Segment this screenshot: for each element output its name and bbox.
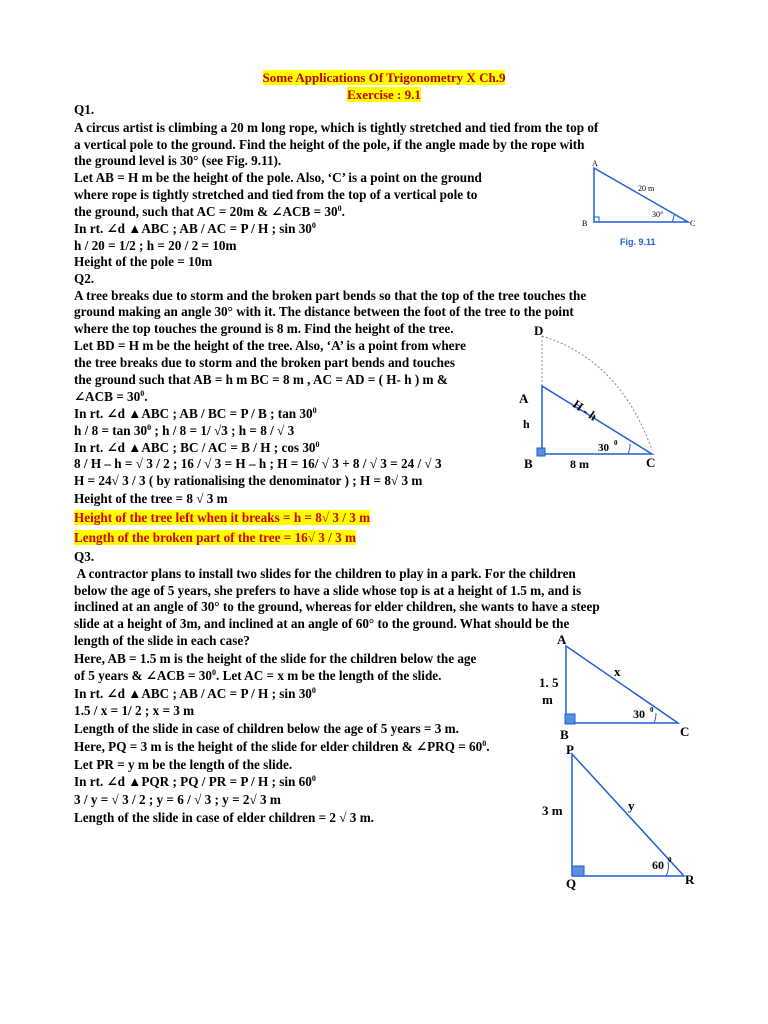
label-x: x [614, 664, 621, 679]
slide-triangle-abc [566, 646, 678, 723]
q2-solution-line: the tree breaks due to storm and the broken part bends and touches [74, 355, 456, 370]
q3-solution-line: 3 / y = √ 3 / 2 ; y = 6 / √ 3 ; y = 2√ 3 m [74, 792, 281, 807]
q3-solution-line: Here, AB = 1.5 m is the height of the slide for the children below the age [74, 651, 477, 666]
q3-question-line: A contractor plans to install two slides for the children to play in a park. For the children [74, 566, 576, 581]
q2-highlight-answer: Length of the broken part of the tree = 16√ 3 / 3 m [74, 530, 357, 545]
label-r: R [685, 872, 695, 887]
q3-figure-2 [530, 740, 710, 895]
q2-highlight-answer: Height of the tree left when it breaks = h = 8√ 3 / 3 m [74, 510, 371, 525]
q2-heading: Q2. [74, 271, 95, 286]
label-b: B [560, 727, 569, 742]
q2-solution-line: 8 / H – h = √ 3 / 2 ; 16 / √ 3 = H – h ; H = 16/ √ 3 + 8 / √ 3 = 24 / √ 3 [74, 456, 442, 471]
q3-solution-line: Let PR = y m be the length of the slide. [74, 757, 293, 772]
label-h: h [523, 417, 530, 431]
q1-figure [580, 158, 700, 253]
document-title: Some Applications Of Trigonometry X Ch.9 [262, 70, 506, 85]
label-c: C [690, 219, 696, 228]
q1-solution-line: h / 20 = 1/2 ; h = 20 / 2 = 10m [74, 238, 237, 253]
label-p: P [566, 742, 574, 757]
figure-caption: Fig. 9.11 [620, 237, 656, 247]
q3-heading: Q3. [74, 549, 95, 564]
q1-solution-line: Let AB = H m be the height of the pole. Also, ‘C’ is a point on the ground [74, 170, 482, 185]
q2-solution-line: Let BD = H m be the height of the tree. Also, ‘A’ is a point from where [74, 338, 466, 353]
angle-arc [672, 215, 674, 222]
q3-solution-line: Here, PQ = 3 m is the height of the slide for elder children & ∠PRQ = $60^0$. [74, 739, 490, 754]
q3-question-line: slide at a height of 3m, and inclined at an angle of 60° to the ground. What should be the [74, 616, 570, 631]
q2-solution-line: $h / 8 = \tan 30^0$ ; h / 8 = 1/ √3 ; h = 8 / √ 3 [74, 423, 295, 438]
label-d: D [534, 323, 544, 338]
q1-triangle [594, 168, 688, 222]
q3-solution-line: of 5 years & ∠ACB = $30^0$. Let AC = x m be the length of the slide. [74, 668, 442, 683]
angle-degree: 0 [614, 439, 618, 447]
base-label: 8 m [570, 457, 589, 471]
angle-label: 30 [598, 442, 609, 454]
q2-solution-line: H = 24√ 3 / 3 ( by rationalising the denominator ) ; H = 8√ 3 m [74, 473, 423, 488]
right-angle-mark [537, 448, 545, 456]
q3-figure-1 [530, 628, 700, 743]
q3-solution-line: 1.5 / x = 1/ 2 ; x = 3 m [74, 703, 195, 718]
height-label: 3 m [542, 803, 563, 818]
height-unit: m [542, 692, 553, 707]
angle-degree: 0 [650, 706, 654, 714]
broken-part-arc [542, 336, 652, 450]
q1-question-line: the ground level is 30° (see Fig. 9.11). [74, 153, 282, 168]
angle-label: 30° [652, 210, 664, 219]
q2-solution-line: In rt. ∠d ▲ABC ; BC / AC = B / H ; $\cos 30^0$ [74, 440, 320, 455]
q1-answer: Height of the pole = 10m [74, 254, 213, 269]
q2-figure [510, 320, 680, 480]
q3-solution-line: In rt. ∠d ▲ABC ; AB / AC = P / H ; $\sin 30^0$ [74, 686, 316, 701]
label-b: B [524, 456, 533, 471]
q2-triangle [542, 386, 652, 454]
q1-heading: Q1. [74, 102, 95, 117]
right-angle-mark [572, 866, 584, 876]
exercise-title: Exercise : 9.1 [347, 87, 421, 102]
q1-solution-line: the ground, such that AC = 20m & ∠ACB = $30^0$. [74, 204, 345, 219]
label-q: Q [566, 876, 577, 891]
q2-question-line: ground making an angle 30° with it. The distance between the foot of the tree to the point [74, 304, 574, 319]
q2-answer: Height of the tree = 8 √ 3 m [74, 491, 228, 506]
angle-arc [666, 862, 668, 876]
label-b: B [582, 219, 588, 228]
label-a: A [519, 391, 529, 406]
label-c: C [646, 455, 656, 470]
q3-solution-line: In rt. ∠d ▲PQR ; PQ / PR = P / H ; $\sin 60^0$ [74, 774, 316, 789]
angle-label: 30 [633, 707, 645, 721]
label-y: y [628, 798, 635, 813]
q1-question-line: A circus artist is climbing a 20 m long rope, which is tightly stretched and tied from the top of [74, 120, 599, 135]
q3-question-line: inclined at an angle of 30° to the ground, whereas for elder children, she wants to have a steep [74, 599, 600, 614]
angle-label: 60 [652, 858, 664, 872]
q2-solution-line: In rt. ∠d ▲ABC ; AB / BC = P / B ; $\tan 30^0$ [74, 406, 317, 421]
q2-question-line: where the top touches the ground is 8 m. Find the height of the tree. [74, 321, 454, 336]
q1-solution-line: where rope is tightly stretched and tied from the top of a vertical pole to [74, 187, 478, 202]
q3-answer: Length of the slide in case of elder children = 2 √ 3 m. [74, 810, 374, 825]
q1-question-line: a vertical pole to the ground. Find the height of the pole, if the angle made by the rope with [74, 137, 585, 152]
rope-label: 20 m [638, 184, 655, 193]
angle-arc [654, 713, 656, 723]
hypotenuse-label: H - h [570, 396, 600, 424]
q2-question-line: A tree breaks due to storm and the broken part bends so that the top of the tree touches the [74, 288, 587, 303]
q2-solution-line: the ground such that AB = h m BC = 8 m , AC = AD = ( H- h ) m & [74, 372, 448, 387]
angle-arc [628, 444, 630, 454]
angle-degree: 0 [668, 856, 672, 864]
q2-solution-line: ∠ACB = $30^0$. [74, 389, 148, 404]
q3-question-line: length of the slide in each case? [74, 633, 250, 648]
label-a: A [592, 159, 598, 168]
height-label: 1. 5 [539, 675, 559, 690]
q1-solution-line: In rt. ∠d ▲ABC ; AB / AC = P / H ; $\sin 30^0$ [74, 221, 316, 236]
right-angle-mark [565, 714, 575, 724]
q3-question-line: below the age of 5 years, she prefers to have a slide whose top is at a height of 1.5 m, and is [74, 583, 582, 598]
q3-answer: Length of the slide in case of children below the age of 5 years = 3 m. [74, 721, 459, 736]
label-c: C [680, 724, 690, 739]
label-a: A [557, 632, 567, 647]
